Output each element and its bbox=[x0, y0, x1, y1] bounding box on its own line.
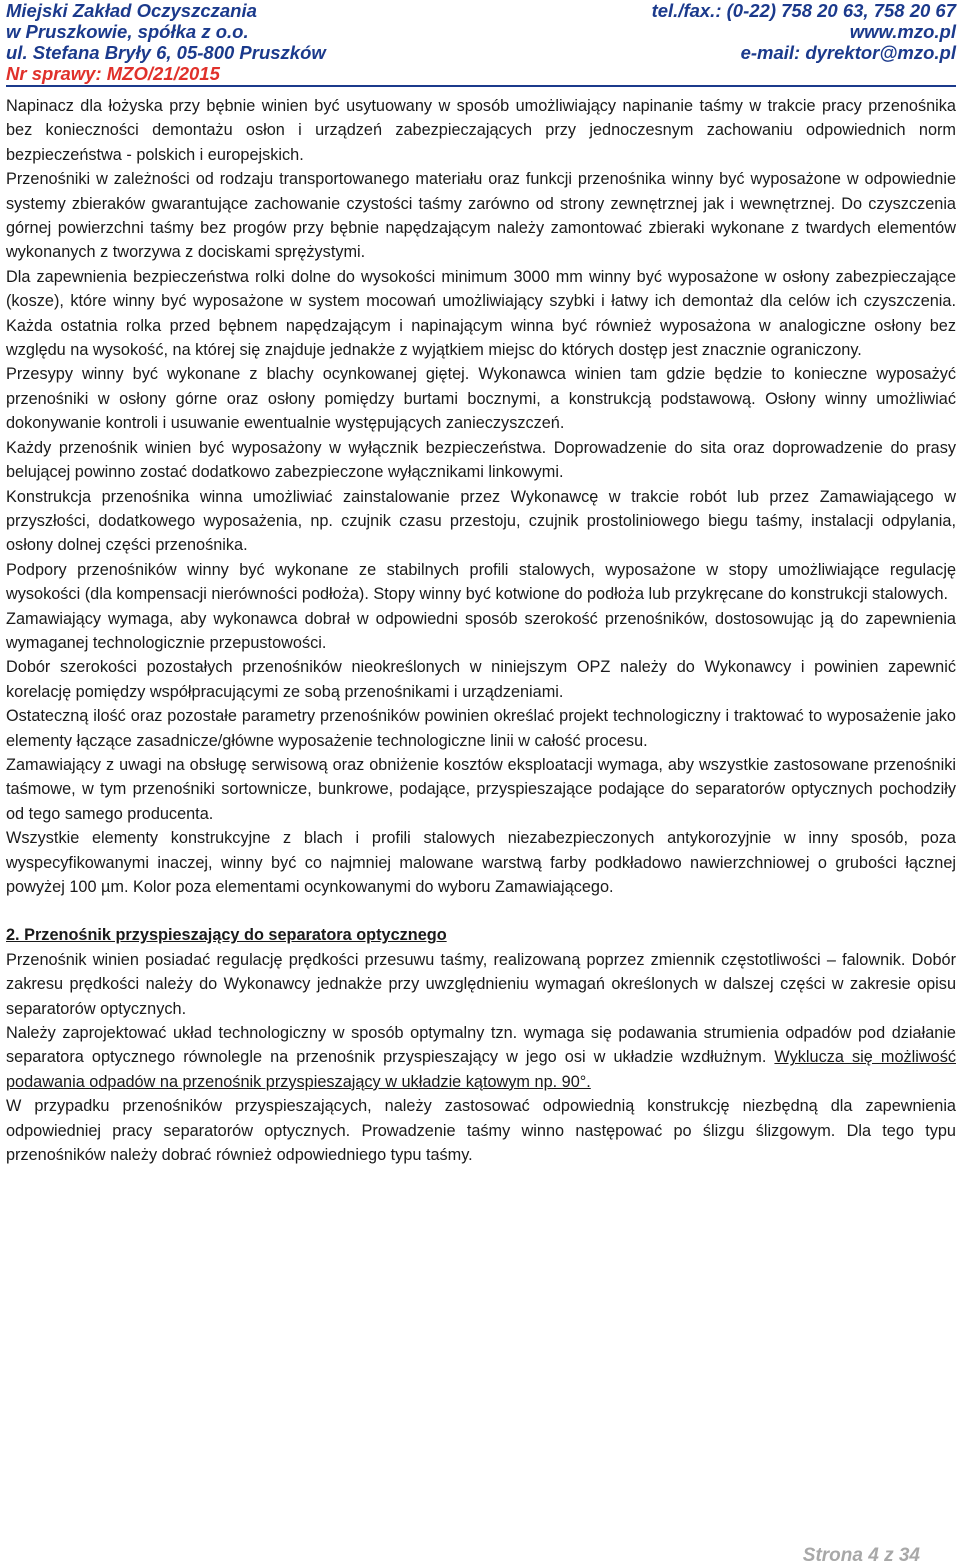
company-legal-form: w Pruszkowie, spółka z o.o. bbox=[6, 21, 249, 42]
underlined-requirement: Wyklucza się możliwość podawania odpadów na przenośnik przyspieszający w układzie kątowym np. 90°. bbox=[6, 1048, 956, 1091]
paragraph: Każdy przenośnik winien być wyposażony w wyłącznik bezpieczeństwa. Doprowadzenie do sita oraz doprowadzenie do prasy belującej powinno zostać dodatkowo zabezpieczone wyłącznikami linkowymi. bbox=[6, 438, 956, 482]
paragraph: Zamawiający z uwagi na obsługę serwisową oraz obniżenie kosztów eksploatacji wymaga, aby wszystkie zastosowane przenośniki taśmowe, w tym przenośniki sortownicze, bunkrowe, podające, przyspieszające podające do separatorów optycznych pochodziły od tego samego producenta. bbox=[6, 755, 956, 823]
paragraph: Przesypy winny być wykonane z blachy ocynkowanej giętej. Wykonawca winien tam gdzie będzie to konieczne wyposażyć przenośniki w osłony górne oraz osłony pomiędzy burtami bocznymi, a konstrukcją podstawową. Osłony winny umożliwiać dokonywanie kontroli i usuwanie ewentualnie występujących zanieczyszczeń. bbox=[6, 365, 956, 433]
paragraph: Napinacz dla łożyska przy bębnie winien być usytuowany w sposób umożliwiający napinanie taśmy w trakcie pracy przenośnika bez konieczności demontażu osłon i urządzeń zabezpieczających przy jednoczesnym zachowaniu odpowiednich norm bezpieczeństwa - polskich i europejskich. bbox=[6, 97, 956, 164]
paragraph: Podpory przenośników winny być wykonane ze stabilnych profili stalowych, wyposażone w stopy umożliwiające regulację wysokości (dla kompensacji nierówności podłoża). Stopy winny być kotwione do podłoża lub przykręcane do konstrukcji stalowych. bbox=[6, 560, 956, 604]
letterhead-row-3 bbox=[6, 42, 956, 63]
header-divider bbox=[6, 85, 956, 87]
page-number: Strona 4 z 34 bbox=[802, 1545, 920, 1566]
section-heading: 2. Przenośnik przyspieszający do separatora optycznego bbox=[6, 926, 447, 945]
paragraph: W przypadku przenośników przyspieszających, należy zastosować odpowiednią konstrukcję niezbędną dla zapewnienia odpowiedniej pracy separatorów optycznych. Prowadzenie taśmy winno następować po ślizgu ślizgowym. Dla tego typu przenośników należy dobrać również odpowiedniego typu taśmy. bbox=[6, 1097, 956, 1165]
paragraph: Ostateczną ilość oraz pozostałe parametry przenośników powinien określać projekt technologiczny i traktować to wyposażenie jako elementy łączące zasadnicze/główne wyposażenie technologiczne linii w całość procesu. bbox=[6, 707, 956, 750]
email-link[interactable]: e-mail: dyrektor@mzo.pl bbox=[740, 42, 956, 63]
letterhead bbox=[6, 0, 956, 84]
paragraph-text: Należy zaprojektować układ technologiczny w sposób optymalny tzn. wymaga się podawania strumienia odpadów pod działanie separatora optycznego równolegle na przenośnik przyspieszający w jego osi w układzie wzdłużnym. bbox=[6, 1024, 956, 1067]
paragraph bbox=[6, 1021, 956, 1094]
paragraph: Wszystkie elementy konstrukcyjne z blach i profili stalowych niezabezpieczonych antykorozyjnie w inny sposób, poza wyspecyfikowanymi inaczej, winny być co najmniej malowane warstwą farby podkładowo nawierzchniowej o grubości łącznej powyżej 100 µm. Kolor poza elementami ocynkowanymi do wyboru Zamawiającego. bbox=[6, 829, 956, 896]
paragraph: Przenośniki w zależności od rodzaju transportowanego materiału oraz funkcji przenośnika winny być wyposażone w odpowiednie systemy zbieraków gwarantujące zachowanie czystości taśmy zarówno od strony zewnętrznej jak i wewnętrznej. Do czyszczenia górnej powierzchni taśmy bez progów przy bębnie napędzającym należy zamontować zbieraki wykonane z twardych elementów wykonanych z tworzywa z dociskami sprężystymi. bbox=[6, 170, 956, 262]
document-body bbox=[6, 94, 956, 1167]
paragraph: Zamawiający wymaga, aby wykonawca dobrał w odpowiedni sposób szerokość przenośników, dostosowując ją do zapewnienia wymaganej technologicznie przepustowości. bbox=[6, 609, 956, 652]
letterhead-row-2 bbox=[6, 21, 956, 42]
paragraph: Dla zapewnienia bezpieczeństwa rolki dolne do wysokości minimum 3000 mm winny być wyposażone w osłony zabezpieczające (kosze), które winny być wyposażone w system mocowań umożliwiający szybki i łatwy ich demontaż dla celów ich czyszczenia. Każda ostatnia rolka przed bębnem napędzającym i napinającym winna być również wyposażona w analogiczne osłony bez względu na wysokość, na której się znajduje jednakże z wyjątkiem miejsc do których dostęp jest znacznie ograniczony. bbox=[6, 267, 956, 360]
spacer bbox=[6, 899, 956, 923]
website-link[interactable]: www.mzo.pl bbox=[849, 21, 956, 42]
company-address: ul. Stefana Bryły 6, 05-800 Pruszków bbox=[6, 42, 326, 63]
paragraph: Konstrukcja przenośnika winna umożliwiać zainstalowanie przez Wykonawcę w trakcie robót lub przez Zamawiającego w przyszłości, dodatkowego wyposażenia, np. czujnik czasu przestoju, czujnik prostoliniowego biegu taśmy, instalacji odpylania, osłony dolnej części przenośnika. bbox=[6, 487, 956, 555]
paragraph: Dobór szerokości pozostałych przenośników nieokreślonych w niniejszym OPZ należy do Wykonawcy i powinien zapewnić korelację pomiędzy współpracującymi ze sobą przenośnikami i urządzeniami. bbox=[6, 658, 956, 701]
case-number: Nr sprawy: MZO/21/2015 bbox=[6, 63, 220, 84]
paragraph: Przenośnik winien posiadać regulację prędkości przesuwu taśmy, realizowaną poprzez zmiennik częstotliwości – falownik. Dobór zakresu prędkości należy do Wykonawcy jednakże przy uwzględnieniu wymagań określonych w dalszej części w zakresie opisu separatorów optycznych. bbox=[6, 950, 956, 1018]
company-name: Miejski Zakład Oczyszczania bbox=[6, 0, 257, 21]
letterhead-row-1 bbox=[6, 0, 956, 21]
phone-fax: tel./fax.: (0-22) 758 20 63, 758 20 67 bbox=[651, 0, 956, 21]
